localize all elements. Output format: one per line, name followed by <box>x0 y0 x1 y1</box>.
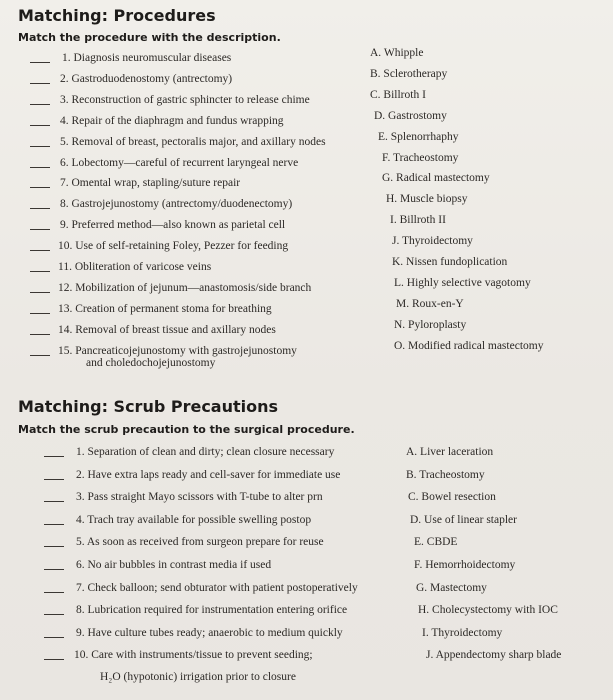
answer-blank[interactable] <box>44 659 64 660</box>
list-item: 10. Care with instruments/tissue to prevent seeding; <box>74 649 313 662</box>
answer-option: D. Use of linear stapler <box>410 513 517 526</box>
answer-option: J. Appendectomy sharp blade <box>426 649 562 662</box>
answer-blank[interactable] <box>30 313 50 314</box>
section1-item15-continuation: and choledochojejunostomy <box>86 357 216 369</box>
section2-instruction: Match the scrub precaution to the surgical procedure. <box>18 423 355 436</box>
list-item: 7. Omental wrap, stapling/suture repair <box>60 177 241 190</box>
answer-blank[interactable] <box>30 187 50 188</box>
answer-option: E. CBDE <box>414 536 458 549</box>
answer-blank[interactable] <box>44 592 64 593</box>
answer-blank[interactable] <box>30 125 50 126</box>
answer-blank[interactable] <box>30 334 50 335</box>
list-item: 9. Preferred method—also known as parietal cell <box>60 219 286 232</box>
list-item: 6. Lobectomy—careful of recurrent laryngeal nerve <box>60 156 299 169</box>
answer-option: O. Modified radical mastectomy <box>394 339 544 352</box>
answer-blank[interactable] <box>30 83 50 84</box>
answer-option: B. Tracheostomy <box>406 468 485 481</box>
list-item: 3. Pass straight Mayo scissors with T-tube to alter prn <box>76 491 323 504</box>
list-item: 1. Separation of clean and dirty; clean closure necessary <box>76 446 335 458</box>
answer-option: C. Billroth I <box>370 88 426 101</box>
list-item: 4. Trach tray available for possible swelling postop <box>76 513 312 526</box>
answer-blank[interactable] <box>30 62 50 63</box>
answer-option: I. Billroth II <box>390 214 446 227</box>
answer-option: D. Gastrostomy <box>374 109 447 122</box>
answer-option: I. Thyroidectomy <box>422 626 503 639</box>
list-item: 2. Have extra laps ready and cell-saver for immediate use <box>76 468 341 481</box>
answer-blank[interactable] <box>30 104 50 105</box>
answer-blank[interactable] <box>44 569 64 570</box>
answer-option: C. Bowel resection <box>408 491 496 504</box>
answer-blank[interactable] <box>44 546 64 547</box>
list-item: 13. Creation of permanent stoma for breathing <box>58 302 272 315</box>
list-item: 5. Removal of breast, pectoralis major, and axillary nodes <box>60 135 326 148</box>
section2-item10-continuation: H₂O (hypotonic) irrigation prior to closure <box>100 671 296 683</box>
answer-blank[interactable] <box>44 456 64 457</box>
answer-option: A. Whipple <box>370 47 424 59</box>
list-item: 14. Removal of breast tissue and axillary nodes <box>58 323 276 336</box>
section1-title: Matching: Procedures <box>18 6 216 25</box>
answer-option: F. Hemorrhoidectomy <box>414 559 516 571</box>
answer-blank[interactable] <box>44 637 64 638</box>
list-item: 8. Gastrojejunostomy (antrectomy/duodenectomy) <box>60 198 293 211</box>
list-item: 4. Repair of the diaphragm and fundus wrapping <box>60 114 284 127</box>
list-item: 15. Pancreaticojejunostomy with gastrojejunostomy <box>58 344 297 357</box>
answer-option: F. Tracheostomy <box>382 151 459 164</box>
list-item: 8. Lubrication required for instrumentation entering orifice <box>76 604 348 617</box>
answer-option: K. Nissen fundoplication <box>392 256 508 268</box>
list-item: 6. No air bubbles in contrast media if used <box>76 559 272 571</box>
answer-option: H. Cholecystectomy with IOC <box>418 604 558 617</box>
answer-option: N. Pyloroplasty <box>394 318 467 331</box>
answer-blank[interactable] <box>30 250 50 251</box>
answer-option: G. Mastectomy <box>416 581 487 594</box>
answer-blank[interactable] <box>44 614 64 615</box>
list-item: 9. Have culture tubes ready; anaerobic to medium quickly <box>76 626 343 639</box>
answer-blank[interactable] <box>30 229 50 230</box>
list-item: 7. Check balloon; send obturator with patient postoperatively <box>76 581 358 594</box>
answer-option: J. Thyroidectomy <box>392 235 473 248</box>
list-item: 2. Gastroduodenostomy (antrectomy) <box>60 72 233 85</box>
answer-blank[interactable] <box>30 167 50 168</box>
list-item: 11. Obliteration of varicose veins <box>58 261 212 273</box>
list-item: 5. As soon as received from surgeon prepare for reuse <box>76 536 324 549</box>
answer-blank[interactable] <box>30 292 50 293</box>
answer-option: E. Splenorrhaphy <box>378 130 459 143</box>
answer-blank[interactable] <box>44 501 64 502</box>
answer-blank[interactable] <box>30 355 50 356</box>
answer-option: B. Sclerotherapy <box>370 67 448 80</box>
answer-option: H. Muscle biopsy <box>386 193 468 206</box>
answer-option: A. Liver laceration <box>406 446 494 458</box>
answer-blank[interactable] <box>30 271 50 272</box>
list-item: 10. Use of self-retaining Foley, Pezzer for feeding <box>58 240 289 253</box>
section2-title: Matching: Scrub Precautions <box>18 397 279 416</box>
answer-option: M. Roux-en-Y <box>396 297 464 310</box>
answer-blank[interactable] <box>30 208 50 209</box>
list-item: 3. Reconstruction of gastric sphincter to release chime <box>60 93 310 106</box>
section1-instruction: Match the procedure with the description. <box>18 31 281 44</box>
answer-blank[interactable] <box>44 479 64 480</box>
list-item: 1. Diagnosis neuromuscular diseases <box>62 52 232 64</box>
answer-blank[interactable] <box>44 524 64 525</box>
answer-option: L. Highly selective vagotomy <box>394 276 531 289</box>
list-item: 12. Mobilization of jejunum—anastomosis/side branch <box>58 281 312 294</box>
answer-blank[interactable] <box>30 146 50 147</box>
answer-option: G. Radical mastectomy <box>382 172 490 185</box>
